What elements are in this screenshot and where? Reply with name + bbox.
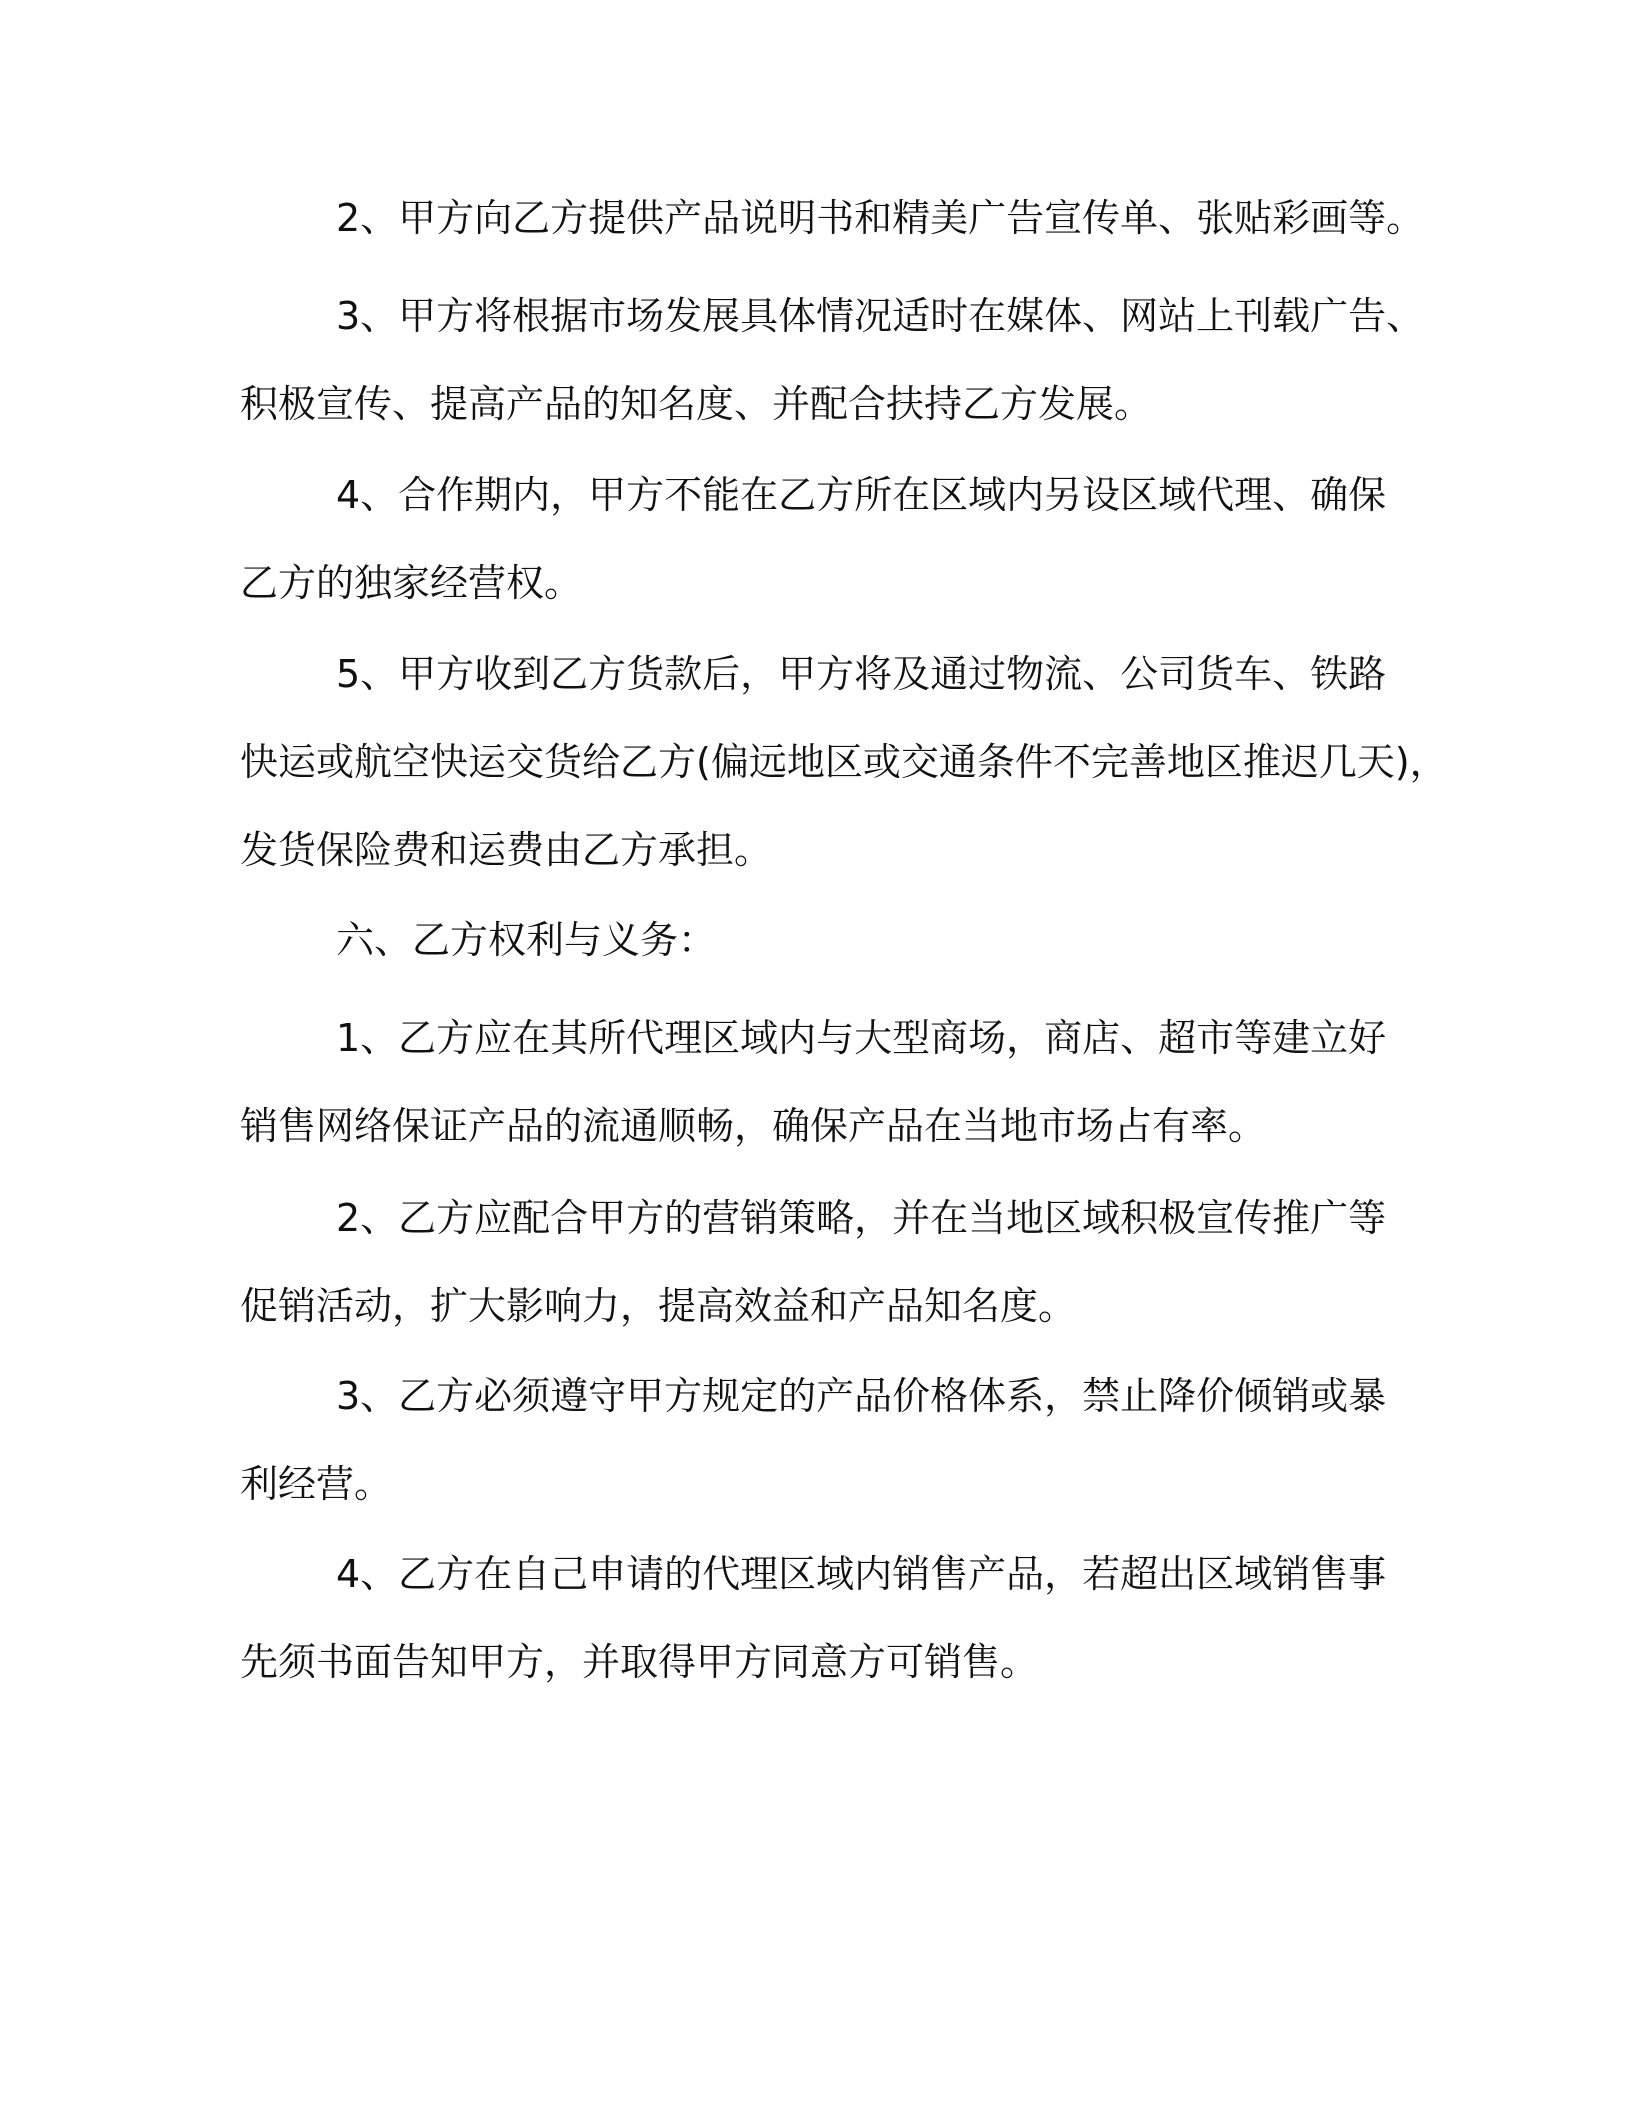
clause-b4 (240, 1552, 1440, 1684)
clause-b2-line-2: 促销活动，扩大影响力，提高效益和产品知名度。 (240, 1284, 1077, 1328)
clause-b2-line-1: 2、乙方应配合甲方的营销策略，并在当地区域积极宣传推广等 (336, 1196, 1387, 1240)
clause-a4-line-1: 4、合作期内，甲方不能在乙方所在区域内另设区域代理、确保 (336, 473, 1387, 517)
clause-b4-line-2: 先须书面告知甲方，并取得甲方同意方可销售。 (240, 1640, 1039, 1684)
clause-b3 (240, 1374, 1440, 1506)
clause-b1-line-2: 销售网络保证产品的流通顺畅，确保产品在当地市场占有率。 (240, 1104, 1267, 1148)
clause-a2-line-1: 2、甲方向乙方提供产品说明书和精美广告宣传单、张贴彩画等。 (336, 196, 1425, 240)
clause-b1 (240, 1016, 1440, 1148)
clause-a3 (240, 294, 1440, 426)
clause-b3-line-2: 利经营。 (240, 1462, 393, 1506)
clause-a4 (240, 473, 1440, 605)
clause-a5-line-2: 快运或航空快运交货给乙方(偏远地区或交通条件不完善地区推迟几天)， (240, 740, 1448, 784)
clause-a4-line-2: 乙方的独家经营权。 (240, 561, 583, 605)
section-heading-6-text: 六、乙方权利与义务： (336, 918, 717, 962)
clause-b3-line-1: 3、乙方必须遵守甲方规定的产品价格体系，禁止降价倾销或暴 (336, 1374, 1387, 1418)
clause-a5-line-1: 5、甲方收到乙方货款后，甲方将及通过物流、公司货车、铁路 (336, 652, 1387, 696)
clause-a3-line-2: 积极宣传、提高产品的知名度、并配合扶持乙方发展。 (240, 382, 1153, 426)
clause-a5-line-3: 发货保险费和运费由乙方承担。 (240, 828, 773, 872)
section-heading-6 (240, 918, 1440, 962)
clause-a2 (240, 196, 1440, 240)
clause-b4-line-1: 4、乙方在自己申请的代理区域内销售产品，若超出区域销售事 (336, 1552, 1387, 1596)
clause-a3-line-1: 3、甲方将根据市场发展具体情况适时在媒体、网站上刊载广告、 (336, 294, 1425, 338)
clause-b2 (240, 1196, 1440, 1328)
clause-a5 (240, 652, 1448, 872)
clause-b1-line-1: 1、乙方应在其所代理区域内与大型商场，商店、超市等建立好 (336, 1016, 1387, 1060)
